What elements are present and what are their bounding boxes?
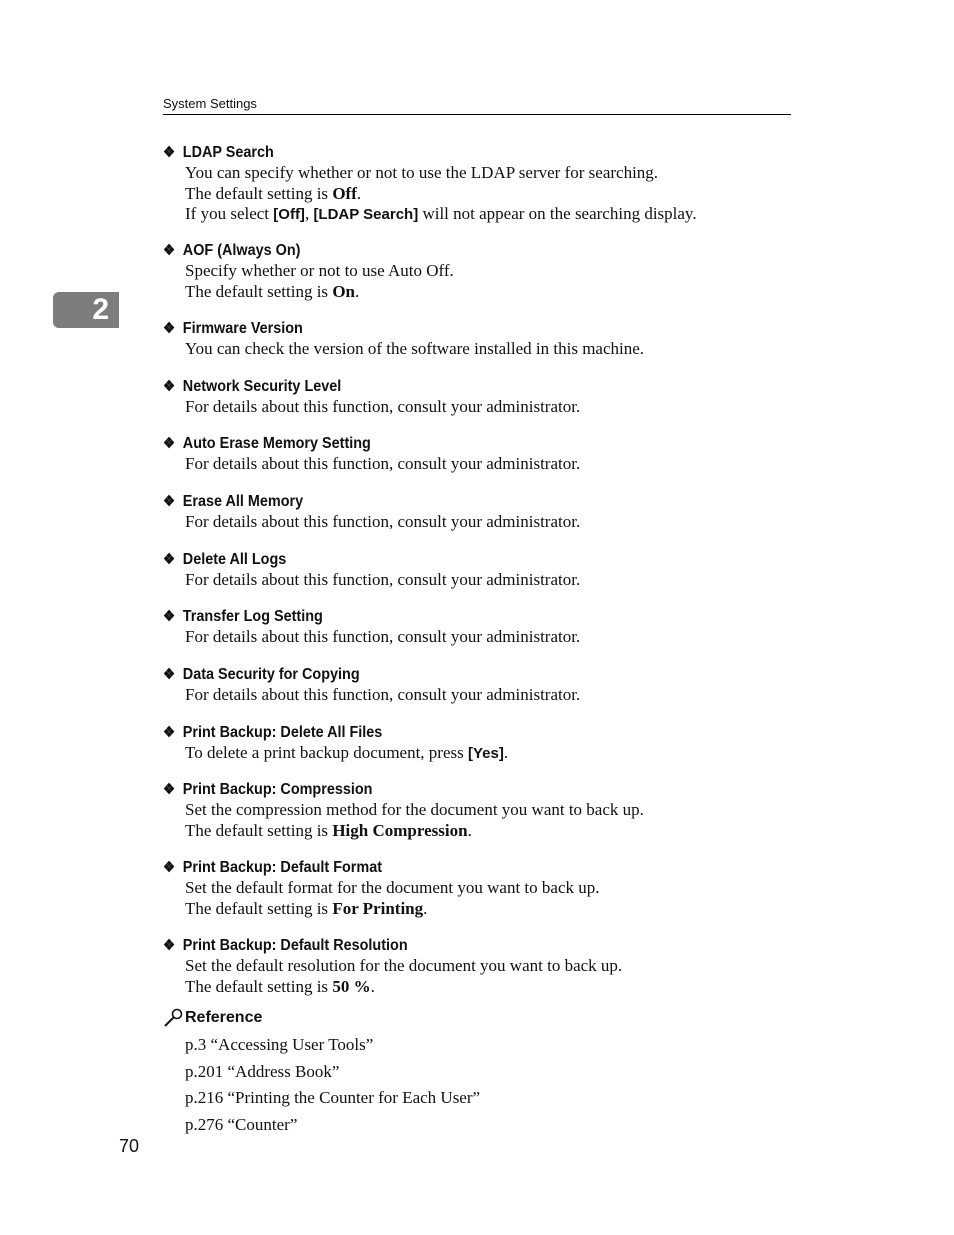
body-line: For details about this function, consult your administrator. <box>185 627 581 646</box>
diamond-bullet-icon: ❖ <box>163 859 176 876</box>
key-label: [LDAP Search] <box>313 206 419 223</box>
reference-title: Reference <box>185 1009 263 1026</box>
diamond-bullet-icon: ❖ <box>163 378 176 395</box>
section-print-backup-default-resolution <box>163 936 803 997</box>
diamond-bullet-icon: ❖ <box>163 320 176 337</box>
key-label: [Yes] <box>468 745 504 762</box>
section-transfer-log-setting <box>163 607 803 648</box>
diamond-bullet-icon: ❖ <box>163 724 176 741</box>
body-line: The default setting is High Compression. <box>185 820 472 840</box>
key-label: [Off] <box>273 206 305 223</box>
section-title: Delete All Logs <box>182 551 287 568</box>
reference-heading <box>163 1008 262 1028</box>
body-line: For details about this function, consult your administrator. <box>185 397 581 416</box>
section-firmware-version <box>163 319 803 360</box>
body-line: The default setting is On. <box>185 281 360 301</box>
diamond-bullet-icon: ❖ <box>163 781 176 798</box>
body-line: For details about this function, consult your administrator. <box>185 512 581 531</box>
magnifier-icon <box>163 1008 185 1028</box>
body-line: For details about this function, consult your administrator. <box>185 570 581 589</box>
body-line: You can check the version of the software installed in this machine. <box>185 339 645 358</box>
page-number: 70 <box>119 1136 140 1156</box>
section-print-backup-delete-all-files <box>163 723 803 765</box>
body-line: For details about this function, consult your administrator. <box>185 454 581 473</box>
default-value: On <box>332 281 355 301</box>
section-ldap-search <box>163 143 803 226</box>
section-title: Firmware Version <box>182 320 303 337</box>
section-title: Network Security Level <box>182 378 342 395</box>
body-line: Set the default resolution for the document you want to back up. <box>185 956 623 975</box>
section-network-security-level <box>163 377 803 418</box>
chapter-tab: 2 <box>53 292 119 328</box>
section-title: Print Backup: Default Resolution <box>182 937 408 954</box>
body-line: Set the compression method for the document you want to back up. <box>185 800 644 819</box>
running-header: System Settings <box>163 96 791 115</box>
section-auto-erase-memory-setting <box>163 434 803 475</box>
section-title: Data Security for Copying <box>182 666 360 683</box>
body-line: Specify whether or not to use Auto Off. <box>185 261 454 280</box>
section-print-backup-default-format <box>163 858 803 919</box>
section-title: AOF (Always On) <box>182 242 301 259</box>
section-print-backup-compression <box>163 780 803 841</box>
default-value: High Compression <box>332 820 468 840</box>
diamond-bullet-icon: ❖ <box>163 666 176 683</box>
body-line: To delete a print backup document, press [Yes]. <box>185 743 509 762</box>
default-value: Off <box>332 183 357 203</box>
default-value: 50 % <box>332 976 371 996</box>
reference-link[interactable]: p.3 “Accessing User Tools” <box>185 1035 374 1054</box>
body-line: The default setting is Off. <box>185 183 362 203</box>
diamond-bullet-icon: ❖ <box>163 435 176 452</box>
section-delete-all-logs <box>163 550 803 591</box>
body-line: Set the default format for the document you want to back up. <box>185 878 600 897</box>
reference-link[interactable]: p.216 “Printing the Counter for Each User” <box>185 1088 481 1107</box>
diamond-bullet-icon: ❖ <box>163 144 176 161</box>
diamond-bullet-icon: ❖ <box>163 242 176 259</box>
diamond-bullet-icon: ❖ <box>163 937 176 954</box>
section-title: Print Backup: Compression <box>182 781 373 798</box>
section-erase-all-memory <box>163 492 803 533</box>
section-data-security-for-copying <box>163 665 803 706</box>
body-line: If you select [Off], [LDAP Search] will not appear on the searching display. <box>185 204 697 223</box>
section-aof <box>163 241 803 302</box>
body-line: The default setting is For Printing. <box>185 898 428 918</box>
body-line: You can specify whether or not to use the LDAP server for searching. <box>185 163 659 182</box>
reference-link[interactable]: p.201 “Address Book” <box>185 1062 340 1081</box>
section-title: Print Backup: Delete All Files <box>182 724 383 741</box>
diamond-bullet-icon: ❖ <box>163 493 176 510</box>
diamond-bullet-icon: ❖ <box>163 608 176 625</box>
section-title: Transfer Log Setting <box>182 608 323 625</box>
section-title: Print Backup: Default Format <box>182 859 383 876</box>
section-title: LDAP Search <box>182 144 274 161</box>
section-title: Erase All Memory <box>182 493 304 510</box>
body-line: For details about this function, consult your administrator. <box>185 685 581 704</box>
reference-link[interactable]: p.276 “Counter” <box>185 1115 298 1134</box>
body-line: The default setting is 50 %. <box>185 976 375 996</box>
default-value: For Printing <box>332 898 424 918</box>
section-title: Auto Erase Memory Setting <box>182 435 371 452</box>
diamond-bullet-icon: ❖ <box>163 551 176 568</box>
